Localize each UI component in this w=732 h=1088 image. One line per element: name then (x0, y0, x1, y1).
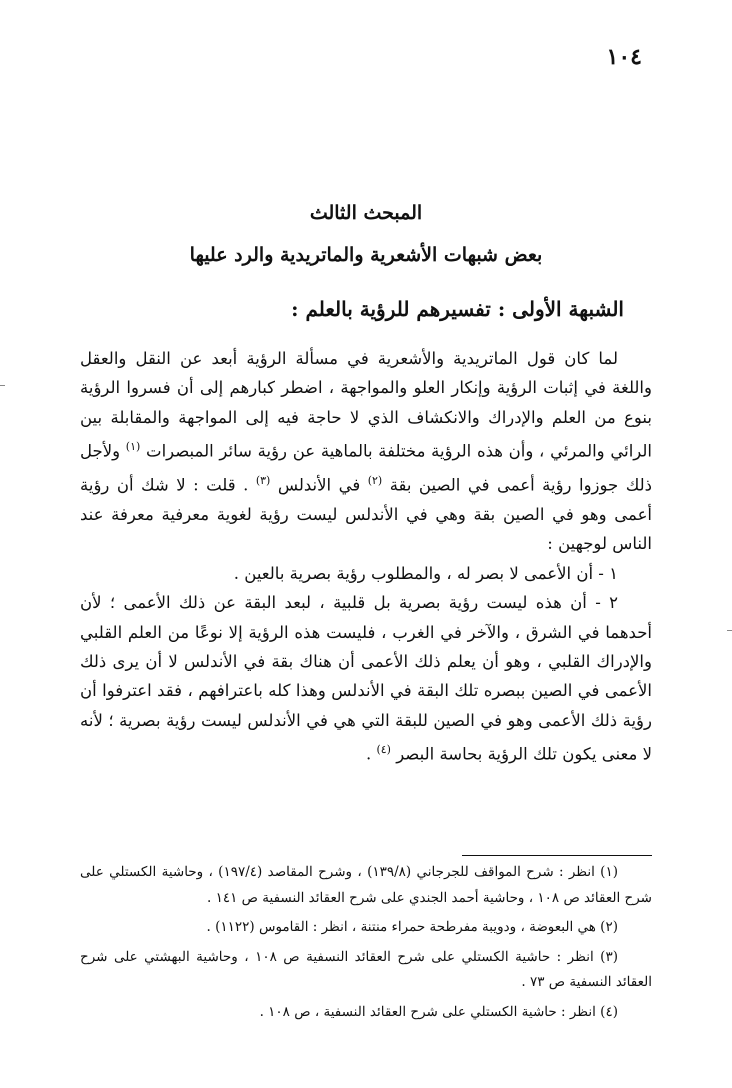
paragraph-1 (80, 344, 652, 559)
section-title: المبحث الثالث (309, 202, 423, 224)
margin-mark-right (727, 630, 732, 631)
footnote-separator (462, 855, 652, 856)
margin-mark-left (0, 385, 5, 386)
paragraph-1-text-d: . قلت : لا شك أن رؤية أعمى وهو في الصين بقة وهي في الأندلس ليست رؤية لغوية معرفية معرفة عند الناس لوجهين : (80, 475, 652, 554)
footnotes (80, 860, 652, 1025)
paragraph-1-text-b: ولأجل ذلك جوزوا رؤية أعمى في الصين بقة (80, 441, 652, 495)
footnote-ref-3: (٣) (255, 474, 271, 488)
footnote-3: (٣) انظر : حاشية الكستلي على شرح العقائد النسفية ص ١٠٨ ، وحاشية البهشتي على شرح العقائد النسفية ص ٧٣ . (80, 948, 652, 990)
issue-heading: الشبهة الأولى : تفسيرهم للرؤية بالعلم : (291, 297, 624, 321)
page-number: ١٠٤ (606, 44, 642, 70)
section-subtitle: بعض شبهات الأشعرية والماتريدية والرد عليها (189, 244, 543, 266)
paragraph-3 (80, 588, 652, 769)
paragraph-1-text: لما كان قول الماتريدية والأشعرية في مسألة الرؤية أبعد عن النقل والعقل واللغة في إثبات الرؤية وإنكار العلو والمواجهة ، اضطر كبارهم إلى أن فسروا الرؤية بنوع من العلم والإدراك والانكشاف الذي لا حاجة فيه إلى المواجهة والمقابلة بين الرائي والمرئي ، وأن هذه الرؤية مختلفة بالماهية عن رؤية سائر المبصرات (80, 349, 653, 461)
footnote-ref-1: (١) (125, 440, 141, 454)
footnote-4: (٤) انظر : حاشية الكستلي على شرح العقائد النسفية ، ص ١٠٨ . (259, 1003, 618, 1020)
footnote-1: (١) انظر : شرح المواقف للجرجاني (١٣٩/٨) ، وشرح المقاصد (١٩٧/٤) ، وحاشية الكستلي على شرح العقائد ص ١٠٨ ، وحاشية أحمد الجندي على شرح العقائد النسفية ص ١٤١ . (80, 864, 652, 906)
footnote-ref-2: (٢) (367, 474, 383, 488)
paragraph-3-text: ٢ - أن هذه ليست رؤية بصرية بل قلبية ، لبعد البقة عن ذلك الأعمى ؛ لأن أحدهما في الشرق ، والآخر في الغرب ، فليست هذه الرؤية إلا نوعًا من العلم القلبي والإدراك القلبي ، وهو أن يعلم ذلك الأعمى أن هناك بقة في الأندلس لا أن يرى ذلك الأعمى في الصين ببصره تلك البقة في الأندلس وهذا كله باعترافهم ، فقد اعترفوا أن رؤية ذلك الأعمى وهو في الصين للبقة التي هي في الأندلس ليست رؤية بصرية ؛ لأنه لا معنى يكون تلك الرؤية بحاسة البصر (80, 593, 652, 764)
footnote-2: (٢) هي البعوضة ، ودويبة مفرطحة حمراء منتنة ، انظر : القاموس (١١٢٢) . (206, 919, 618, 935)
paragraph-2: ١ - أن الأعمى لا بصر له ، والمطلوب رؤية بصرية بالعين . (233, 563, 618, 583)
paragraph-1-text-c: في الأندلس (277, 475, 368, 495)
footnote-ref-4: (٤) (376, 743, 391, 757)
paragraph-3-end: . (365, 744, 377, 764)
body-text (80, 344, 652, 769)
